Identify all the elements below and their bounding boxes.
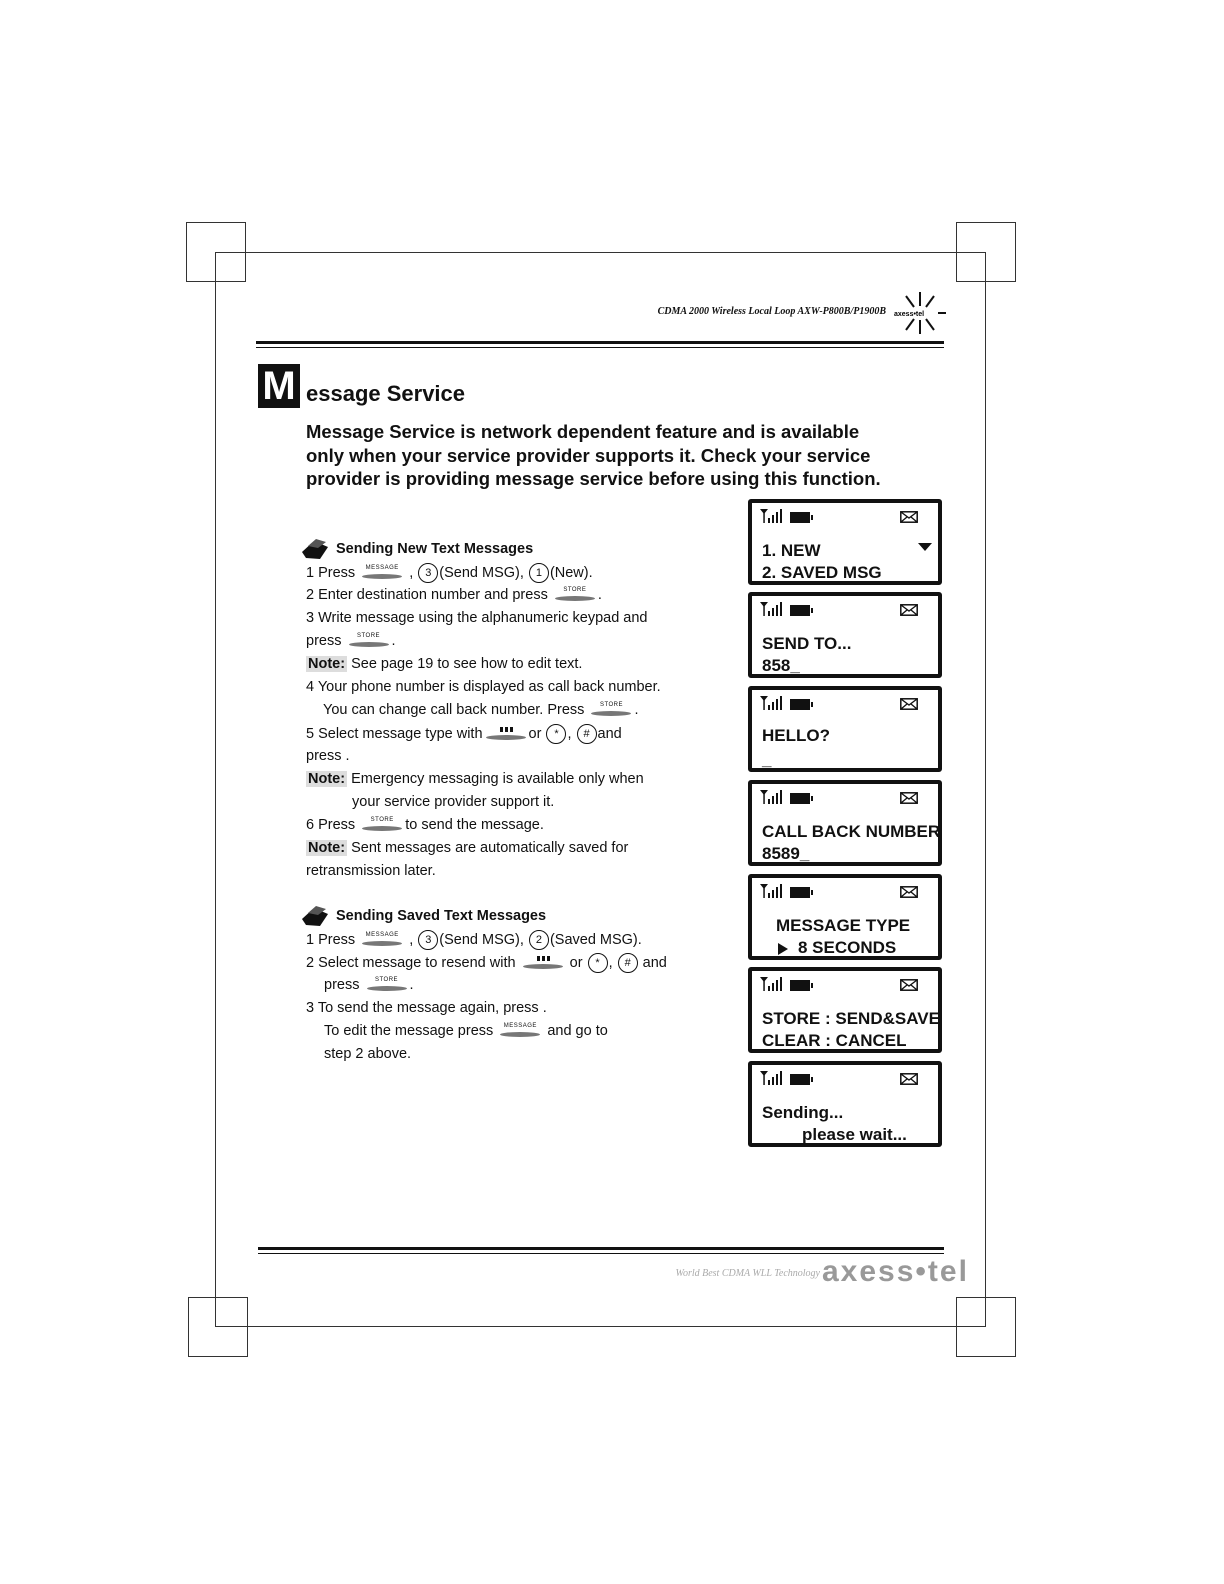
- battery-icon: [790, 980, 810, 991]
- screen-line-1: CALL BACK NUMBER: [762, 822, 941, 841]
- new-step-1-text-c: (New).: [549, 564, 593, 581]
- signal-icon: [760, 509, 782, 523]
- saved-step-1-text-c: (Saved MSG).: [549, 931, 642, 948]
- saved-step-2-text-c: and: [642, 954, 667, 971]
- hash-key-icon: #: [577, 724, 597, 744]
- note-1: [306, 655, 582, 673]
- crop-mark-top-right: [956, 222, 1016, 282]
- phone-screen: [748, 499, 942, 585]
- message-key-label: MESSAGE: [365, 565, 399, 571]
- screen-line-2: [778, 938, 896, 958]
- envelope-icon: [900, 1073, 918, 1085]
- signal-icon: [760, 1071, 782, 1085]
- note-3-cont: retransmission later.: [306, 863, 436, 879]
- new-step-5-cont: press .: [306, 748, 350, 764]
- store-key-icon: [552, 587, 598, 603]
- frame-bottom-line: [215, 1326, 986, 1327]
- new-step-2-text: 2 Enter destination number and press: [306, 587, 548, 603]
- message-key-icon: [359, 932, 405, 948]
- note-2-text: Emergency messaging is available only when: [351, 771, 644, 787]
- new-step-1: 1 Press MESSAGE , 3 (Send MSG), 1 (New).: [306, 563, 593, 583]
- logo-wordmark: axess•tel: [894, 311, 925, 318]
- store-key-icon: [346, 633, 392, 649]
- new-step-6: [306, 816, 544, 834]
- crop-mark-bottom-right: [956, 1297, 1016, 1357]
- intro-paragraph: Message Service is network dependent feature and is available only when your service provider supports it. Check your service provider is providing message service before using this function.: [306, 421, 881, 489]
- saved-step-1-text-a: 1 Press: [306, 931, 356, 948]
- new-step-2: 2 Enter destination number and press STORE .: [306, 587, 602, 603]
- new-step-3-cont-text: press: [306, 633, 342, 649]
- screen-line-1: HELLO?: [762, 726, 830, 745]
- note-2-label: Note:: [308, 771, 346, 787]
- new-step-3: 3 Write message using the alphanumeric keypad and: [306, 610, 648, 626]
- signal-icon: [760, 602, 782, 616]
- header-rule-thick: [256, 341, 944, 344]
- screen-line-2-text: please wait...: [802, 1125, 907, 1144]
- note-3-text: Sent messages are automatically saved for: [351, 840, 629, 856]
- saved-step-2-text-b: or: [569, 954, 583, 971]
- screen-line-2-text: 858_: [762, 656, 800, 675]
- screen-line-1: STORE : SEND&SAVE: [762, 1009, 940, 1028]
- section-saved-heading-text: Sending Saved Text Messages: [336, 908, 547, 924]
- screen-line-2: [762, 844, 809, 864]
- new-step-1-text-a: 1 Press: [306, 564, 356, 581]
- title-initial: M: [258, 364, 300, 408]
- screen-line-2: [762, 656, 800, 676]
- crop-mark-bottom-left: [188, 1297, 248, 1357]
- key-2-icon: 2: [529, 930, 549, 950]
- phone-screen: [748, 967, 942, 1053]
- signal-icon: [760, 696, 782, 710]
- screen-line-1: 1. NEW: [762, 541, 821, 560]
- saved-step-1: 1 Press MESSAGE , 3 (Send MSG), 2 (Saved MSG).: [306, 930, 642, 950]
- new-step-6-text-b: to send the message.: [405, 817, 544, 833]
- screen-line-2: [762, 1031, 907, 1051]
- header-rule-thin: [256, 347, 944, 348]
- document-title: CDMA 2000 Wireless Local Loop AXW-P800B/P1900B: [657, 306, 886, 317]
- envelope-icon: [900, 979, 918, 991]
- battery-icon: [790, 605, 810, 616]
- envelope-icon: [900, 792, 918, 804]
- phone-screen: [748, 592, 942, 678]
- phone-icon: [300, 538, 330, 560]
- note-1-label: Note:: [308, 656, 346, 672]
- note-3: [306, 839, 628, 857]
- saved-step-2-cont: press STORE .: [324, 977, 414, 993]
- envelope-icon: [900, 698, 918, 710]
- store-key-icon: [588, 702, 634, 718]
- battery-icon: [790, 1074, 810, 1085]
- nav-key-icon: [520, 955, 566, 971]
- new-step-4-cont: You can change call back number. Press STORE .: [323, 702, 639, 718]
- signal-icon: [760, 977, 782, 991]
- phone-screen: [748, 686, 942, 772]
- section-saved-heading: [300, 905, 546, 927]
- page-title: essage Service: [306, 381, 466, 406]
- envelope-icon: [900, 886, 918, 898]
- message-key-icon: [497, 1023, 543, 1039]
- saved-step-3-cont-text-b: and go to: [547, 1023, 608, 1039]
- screen-line-2-text: 8589_: [762, 844, 810, 863]
- scroll-down-arrow-icon: [918, 543, 932, 551]
- new-step-5: 5 Select message type with or * , # and: [306, 724, 622, 744]
- hash-key-icon: #: [618, 953, 638, 973]
- nav-key-icon: [483, 726, 529, 742]
- saved-step-2-cont-text: press: [324, 977, 360, 993]
- screen-line-1: SEND TO...: [762, 634, 852, 653]
- frame-top-line: [215, 252, 985, 253]
- saved-step-2-text-a: 2 Select message to resend with: [306, 954, 516, 971]
- battery-icon: [790, 793, 810, 804]
- play-pointer-icon: [778, 943, 788, 955]
- store-key-label: STORE: [356, 633, 381, 640]
- key-3-icon: 3: [418, 563, 438, 583]
- screen-line-2-text: 8 SECONDS: [798, 938, 897, 957]
- new-step-6-text-a: 6 Press: [306, 817, 356, 833]
- store-key-icon: [359, 817, 405, 833]
- footer-rule-thick: [258, 1247, 944, 1250]
- envelope-icon: [900, 604, 918, 616]
- phone-screen: [748, 780, 942, 866]
- key-3-icon: 3: [418, 930, 438, 950]
- battery-icon: [790, 512, 810, 523]
- store-key-label: STORE: [370, 817, 394, 824]
- new-step-1-text-b: (Send MSG),: [439, 564, 524, 581]
- new-step-5-text-a: 5 Select message type with: [306, 725, 483, 742]
- new-step-3-cont: press STORE .: [306, 633, 396, 649]
- frame-right-line: [985, 252, 986, 1327]
- new-step-4-cont-text: You can change call back number. Press: [323, 702, 585, 718]
- footer-tagline: World Best CDMA WLL Technology: [675, 1268, 820, 1279]
- new-step-5-text-c: and: [597, 725, 622, 742]
- message-key-label: MESSAGE: [365, 932, 399, 938]
- footer-logo: axess•tel: [822, 1255, 969, 1288]
- saved-step-3-cont-text-a: To edit the message press: [324, 1023, 494, 1039]
- screen-line-2: [802, 1125, 907, 1145]
- phone-screen: [748, 874, 942, 960]
- screen-line-2: [762, 563, 882, 583]
- axesstel-logo-icon: [894, 290, 946, 336]
- section-new-heading-text: Sending New Text Messages: [336, 541, 534, 557]
- store-key-label: STORE: [563, 587, 587, 594]
- saved-step-3: 3 To send the message again, press .: [306, 1000, 547, 1016]
- screen-line-1: Sending...: [762, 1103, 844, 1122]
- phone-screen: [748, 1061, 942, 1147]
- signal-icon: [760, 790, 782, 804]
- new-step-4: 4 Your phone number is displayed as call back number.: [306, 679, 661, 695]
- screen-line-2-text: 2. SAVED MSG: [762, 563, 882, 582]
- saved-step-2: 2 Select message to resend with or * , # and: [306, 953, 667, 973]
- key-1-icon: 1: [529, 563, 549, 583]
- star-key-icon: *: [546, 724, 566, 744]
- new-step-5-text-b: or: [528, 725, 542, 742]
- note-3-label: Note:: [308, 840, 346, 856]
- saved-step-3-cont-2: step 2 above.: [324, 1046, 412, 1062]
- battery-icon: [790, 699, 810, 710]
- envelope-icon: [900, 511, 918, 523]
- footer-rule-thin: [258, 1253, 944, 1254]
- crop-mark-top-left: [186, 222, 246, 282]
- message-key-label: MESSAGE: [503, 1023, 537, 1030]
- star-key-icon: *: [588, 953, 608, 973]
- store-key-label: STORE: [374, 977, 399, 984]
- note-1-text: See page 19 to see how to edit text.: [351, 656, 583, 672]
- message-key-icon: [359, 565, 405, 581]
- saved-step-3-cont: [324, 1022, 608, 1040]
- note-2: [306, 770, 644, 788]
- screen-line-2-text: _: [762, 750, 772, 769]
- screen-line-1: MESSAGE TYPE: [776, 916, 911, 935]
- screen-line-2: [762, 750, 771, 770]
- store-key-icon: [364, 977, 410, 993]
- signal-icon: [760, 884, 782, 898]
- frame-left-line: [215, 252, 216, 1327]
- note-2-cont: your service provider support it.: [352, 794, 555, 810]
- screen-line-2-text: CLEAR : CANCEL: [762, 1031, 907, 1050]
- battery-icon: [790, 887, 810, 898]
- saved-step-1-text-b: (Send MSG),: [439, 931, 524, 948]
- section-new-heading: [300, 538, 533, 560]
- phone-icon: [300, 905, 330, 927]
- store-key-label: STORE: [599, 702, 623, 709]
